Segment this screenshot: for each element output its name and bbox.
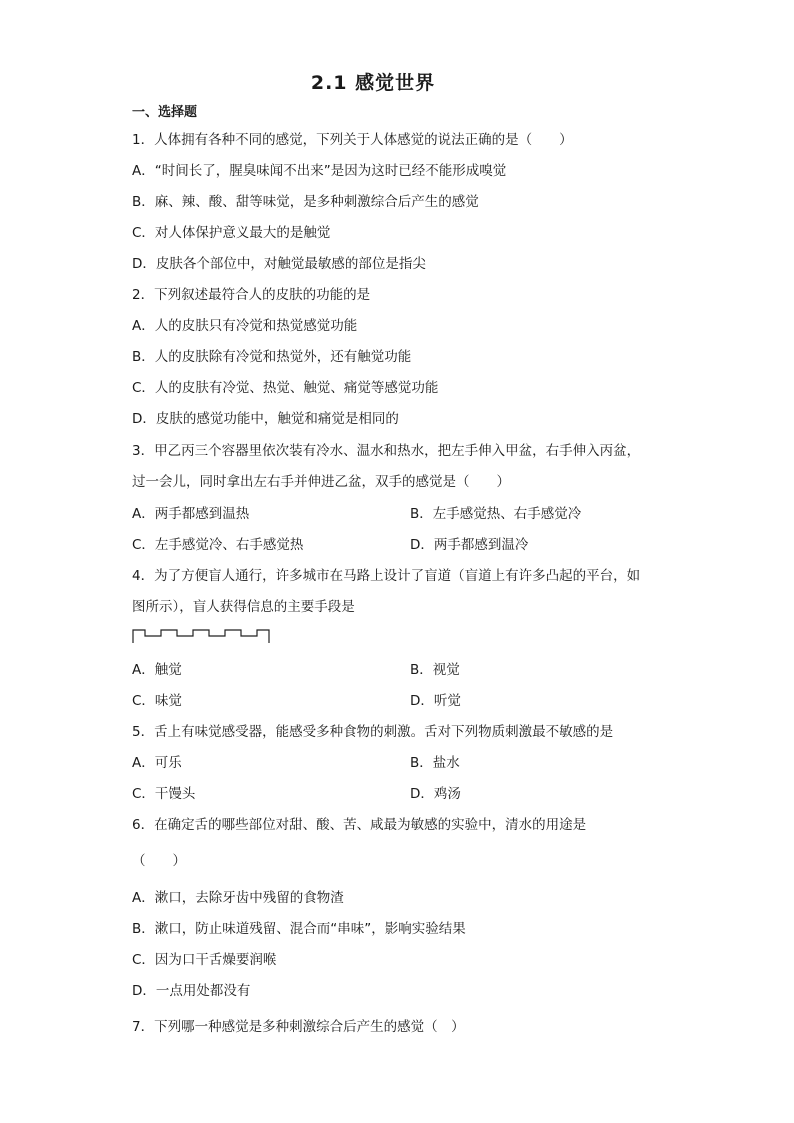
- question-1-option-d: D．皮肤各个部位中，对触觉最敏感的部位是指尖: [132, 256, 426, 272]
- question-6-option-c: C．因为口干舌燥要润喉: [132, 952, 277, 968]
- question-2-option-d: D．皮肤的感觉功能中，触觉和痛觉是相同的: [132, 411, 399, 427]
- tactile-paving-figure: [132, 627, 272, 645]
- question-6-stem-line-1: 6．在确定舌的哪些部位对甜、酸、苦、咸最为敏感的实验中，清水的用途是: [132, 817, 587, 833]
- question-1-stem: 1．人体拥有各种不同的感觉，下列关于人体感觉的说法正确的是（ ）: [132, 132, 573, 148]
- question-3-option-b: B．左手感觉热、右手感觉冷: [410, 506, 582, 522]
- question-2-stem: 2．下列叙述最符合人的皮肤的功能的是: [132, 287, 371, 303]
- question-5-option-d: D．鸡汤: [410, 786, 461, 802]
- question-2-option-c: C．人的皮肤有冷觉、热觉、触觉、痛觉等感觉功能: [132, 380, 439, 396]
- section-heading: 一、选择题: [132, 105, 198, 120]
- question-4-option-a: A．触觉: [132, 662, 182, 678]
- question-6-stem-line-2: （ ）: [132, 853, 186, 869]
- question-4-option-b: B．视觉: [410, 662, 460, 678]
- question-3-stem-line-1: 3．甲乙丙三个容器里依次装有冷水、温水和热水，把左手伸入甲盆，右手伸入丙盆，: [132, 443, 641, 459]
- question-2-option-b: B．人的皮肤除有冷觉和热觉外，还有触觉功能: [132, 349, 412, 365]
- question-2-option-a: A．人的皮肤只有冷觉和热觉感觉功能: [132, 318, 358, 334]
- question-4-stem-line-2: 图所示），盲人获得信息的主要手段是: [132, 599, 355, 615]
- question-3-stem-line-2: 过一会儿，同时拿出左右手并伸进乙盆，双手的感觉是（ ）: [132, 474, 510, 490]
- question-1-option-c: C．对人体保护意义最大的是触觉: [132, 225, 331, 241]
- question-5-option-b: B．盐水: [410, 755, 460, 771]
- question-4-option-c: C．味觉: [132, 693, 182, 709]
- question-3-option-c: C．左手感觉冷、右手感觉热: [132, 537, 304, 553]
- question-5-stem: 5．舌上有味觉感受器，能感受多种食物的刺激。舌对下列物质刺激最不敏感的是: [132, 724, 614, 740]
- page-title: 2.1 感觉世界: [310, 72, 436, 94]
- question-6-option-d: D．一点用处都没有: [132, 983, 251, 999]
- question-3-option-d: D．两手都感到温冷: [410, 537, 529, 553]
- question-6-option-b: B．漱口，防止味道残留、混合而“串味”，影响实验结果: [132, 921, 466, 937]
- question-4-stem-line-1: 4．为了方便盲人通行，许多城市在马路上设计了盲道（盲道上有许多凸起的平台，如: [132, 568, 641, 584]
- question-1-option-a: A．“时间长了，腥臭味闻不出来”是因为这时已经不能形成嗅觉: [132, 163, 507, 179]
- question-5-option-c: C．干馒头: [132, 786, 196, 802]
- question-7-stem: 7．下列哪一种感觉是多种刺激综合后产生的感觉（ ）: [132, 1019, 465, 1035]
- question-6-option-a: A．漱口，去除牙齿中残留的食物渣: [132, 890, 344, 906]
- question-5-option-a: A．可乐: [132, 755, 182, 771]
- question-3-option-a: A．两手都感到温热: [132, 506, 250, 522]
- question-1-option-b: B．麻、辣、酸、甜等味觉，是多种刺激综合后产生的感觉: [132, 194, 479, 210]
- question-4-option-d: D．听觉: [410, 693, 461, 709]
